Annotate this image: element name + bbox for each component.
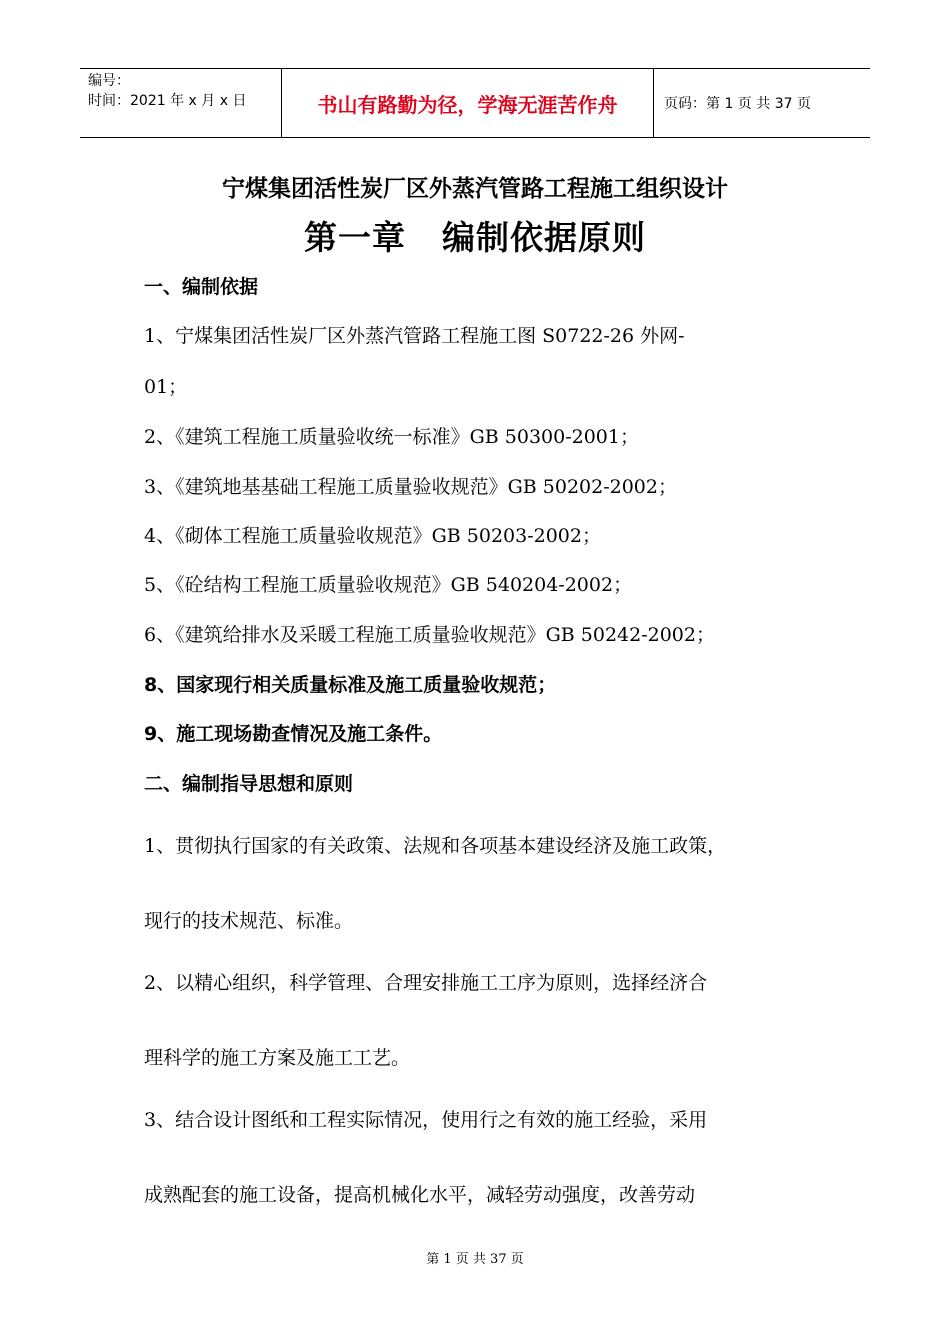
section-heading: 一、编制依据 bbox=[144, 276, 259, 298]
motto-text: 书山有路勤为径，学海无涯苦作舟 bbox=[317, 92, 618, 117]
list-item: 8、国家现行相关质量标准及施工质量验收规范； bbox=[144, 674, 557, 696]
chapter-title bbox=[0, 212, 950, 259]
list-item: 5、《砼结构工程施工质量验收规范》GB 540204-2002； bbox=[144, 574, 633, 596]
document-title: 宁煤集团活性炭厂区外蒸汽管路工程施工组织设计 bbox=[222, 176, 728, 202]
paragraph-line: 现行的技术规范、标准。 bbox=[144, 910, 354, 932]
number-label: 编号： bbox=[88, 73, 130, 89]
list-item: 2、《建筑工程施工质量验收统一标准》GB 50300-2001； bbox=[144, 426, 639, 448]
paragraph-line: 2、以精心组织，科学管理、合理安排施工工序为原则，选择经济合 bbox=[144, 972, 708, 994]
section-heading: 二、编制指导思想和原则 bbox=[144, 773, 354, 795]
paragraph-line: 3、结合设计图纸和工程实际情况，使用行之有效的施工经验，采用 bbox=[144, 1109, 708, 1131]
list-item: 9、施工现场勘查情况及施工条件。 bbox=[144, 723, 443, 745]
page-info-cell bbox=[654, 69, 870, 137]
list-item: 1、宁煤集团活性炭厂区外蒸汽管路工程施工图 S0722-26 外网- bbox=[144, 325, 685, 347]
time-label: 时间：2021 年 x 月 x 日 bbox=[88, 93, 247, 109]
motto-cell bbox=[282, 69, 654, 137]
page-footer: 第 1 页 共 37 页 bbox=[426, 1252, 524, 1267]
chapter-name: 编制依据原则 bbox=[442, 218, 646, 257]
paragraph-line: 理科学的施工方案及施工工艺。 bbox=[144, 1047, 411, 1069]
list-item: 3、《建筑地基基础工程施工质量验收规范》GB 50202-2002； bbox=[144, 476, 677, 498]
paragraph-line: 成熟配套的施工设备，提高机械化水平，减轻劳动强度，改善劳动 bbox=[144, 1184, 696, 1206]
paragraph-line: 1、贯彻执行国家的有关政策、法规和各项基本建设经济及施工政策， bbox=[144, 835, 727, 857]
list-item: 01； bbox=[144, 376, 188, 398]
list-item: 4、《砌体工程施工质量验收规范》GB 50203-2002； bbox=[144, 525, 601, 547]
header-table bbox=[80, 68, 870, 138]
header-meta-cell bbox=[80, 69, 282, 137]
list-item: 6、《建筑给排水及采暖工程施工质量验收规范》GB 50242-2002； bbox=[144, 624, 715, 646]
page-info-text: 页码：第 1 页 共 37 页 bbox=[664, 96, 811, 112]
chapter-number: 第一章 bbox=[304, 218, 406, 257]
